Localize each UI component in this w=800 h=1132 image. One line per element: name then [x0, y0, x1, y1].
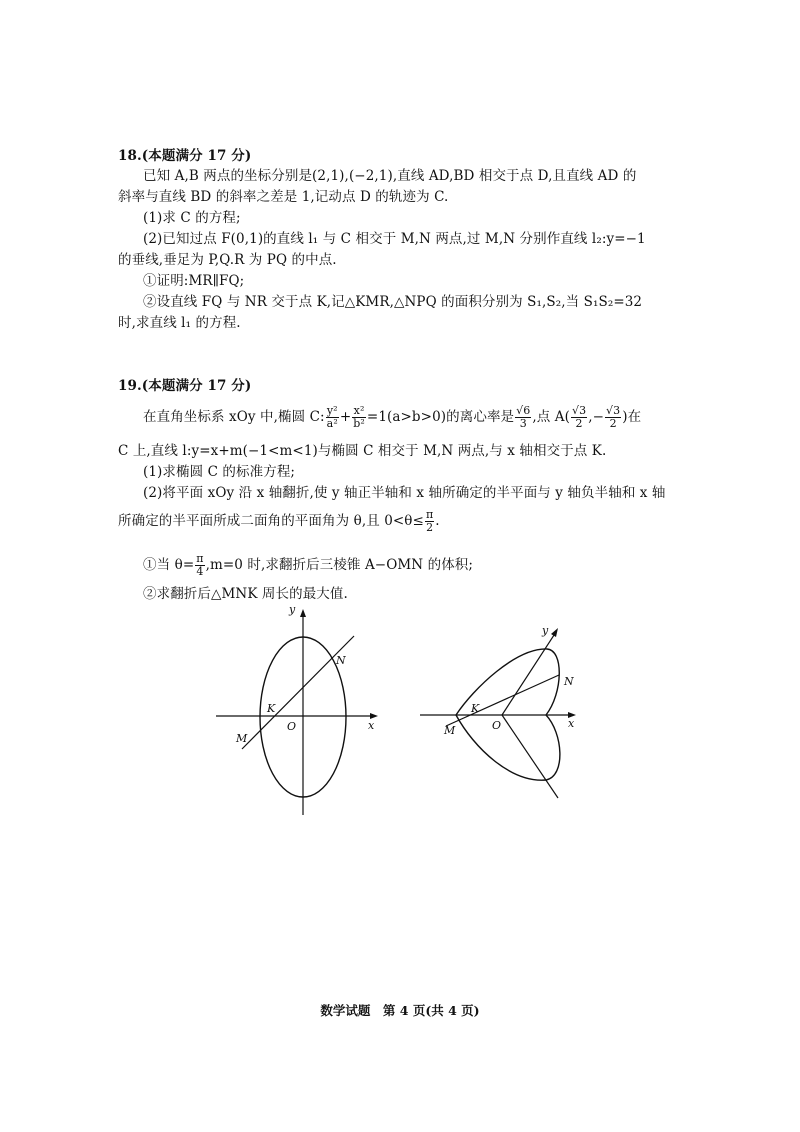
label-y: y: [542, 624, 549, 637]
label-m: M: [236, 732, 248, 745]
page-footer: 数学试题 第 4 页(共 4 页): [320, 1003, 480, 1018]
q19-text: C 上,直线 l:y=x+m(−1<m<1)与椭圆 C 相交于 M,N 两点,与 x 轴相交于点 K.: [118, 443, 607, 459]
label-x: x: [568, 717, 575, 730]
figure-ellipse: [212, 600, 387, 820]
y-axis-arrow: [300, 609, 306, 617]
label-k: K: [267, 702, 276, 715]
line-l: [446, 675, 559, 726]
label-n: N: [336, 654, 346, 667]
label-n: N: [564, 675, 574, 688]
fraction: $\frac{√3}{2}$: [606, 404, 621, 430]
fraction: $\frac{√6}{3}$: [516, 404, 531, 430]
fraction: $\frac{\text{x²}}{\text{b²}}$: [353, 404, 365, 430]
fraction: $\frac{\pi}{2}$: [425, 508, 434, 534]
q18-text: 斜率与直线 BD 的斜率之差是 1,记动点 D 的轨迹为 C.: [118, 189, 449, 205]
fraction: $\frac{\pi}{4}$: [196, 552, 204, 578]
q18-header: 18.(本题满分 17 分): [118, 148, 252, 164]
y-axis-lower: [502, 715, 558, 798]
q19-part2-sub1: ①当 θ= $\frac{\pi}{4}$ ,m=0 时,求翻折后三棱锥 A−OMN 的体积;: [143, 552, 474, 578]
q19-text: 在直角坐标系 xOy 中,椭圆 C: $\frac{\text{y²}}{\text{a²}}$ + $\frac{\text{x²}}{\text{b²}}$ =1(a>b>0)的离心率是 $\frac{√6}{3}$ ,点 A( $\frac{√3}{2}$ ,− $\frac{√3}{2}$ )在: [143, 404, 642, 430]
y-axis-arrow: [551, 628, 558, 637]
q19-header: 19.(本题满分 17 分): [118, 378, 252, 394]
q18-text: 已知 A,B 两点的坐标分别是(2,1),(−2,1),直线 AD,BD 相交于点 D,且直线 AD 的: [143, 168, 637, 184]
label-o: O: [287, 720, 297, 733]
q19-part2: (2)将平面 xOy 沿 x 轴翻折,使 y 轴正半轴和 x 轴所确定的半平面与 y 轴负半轴和 x 轴: [143, 485, 666, 501]
q19-part2: 所确定的半平面所成二面角的平面角为 θ,且 0<θ≤ $\frac{\pi}{2}$ .: [118, 508, 440, 534]
q18-part2: (2)已知过点 F(0,1)的直线 l₁ 与 C 相交于 M,N 两点,过 M,N 分别作直线 l₂:y=−1: [143, 231, 646, 247]
fraction: $\frac{√3}{2}$: [571, 404, 587, 430]
figure-folded: [416, 618, 588, 803]
line-l: [242, 636, 354, 749]
q18-part2-sub2: 时,求直线 l₁ 的方程.: [118, 315, 241, 331]
label-x: x: [368, 719, 375, 732]
q19-part1: (1)求椭圆 C 的标准方程;: [143, 464, 296, 480]
label-k: K: [471, 702, 480, 715]
q19-part2-sub2: ②求翻折后△MNK 周长的最大值.: [143, 586, 348, 602]
q18-part2-sub2: ②设直线 FQ 与 NR 交于点 K,记△KMR,△NPQ 的面积分别为 S₁,S₂,当 S₁S₂=32: [143, 294, 643, 310]
q18-part1: (1)求 C 的方程;: [143, 210, 241, 226]
label-y: y: [289, 603, 296, 616]
q18-part2-sub1: ①证明:MR∥FQ;: [143, 273, 245, 289]
label-o: O: [492, 719, 502, 732]
label-m: M: [444, 724, 456, 737]
fraction: $\frac{\text{y²}}{\text{a²}}$: [326, 404, 338, 430]
q18-part2: 的垂线,垂足为 P,Q.R 为 PQ 的中点.: [118, 252, 337, 268]
y-axis-upper: [502, 632, 556, 715]
